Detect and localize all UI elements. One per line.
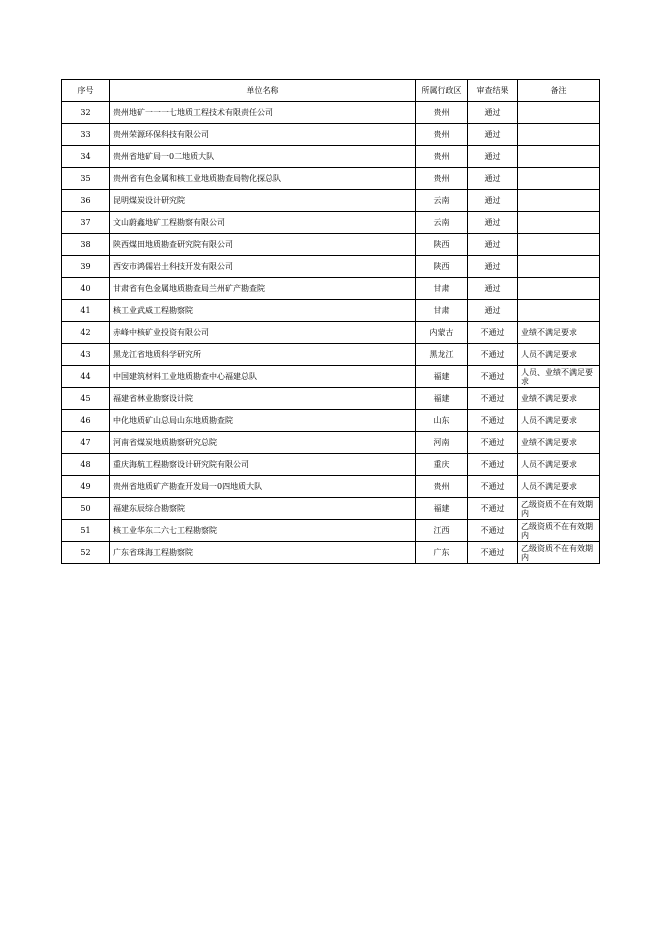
cell-remarks: 人员不满足要求 xyxy=(518,344,600,366)
table-row xyxy=(62,542,600,564)
cell-region: 内蒙古 xyxy=(416,322,468,344)
cell-unit-name: 广东省珠海工程勘察院 xyxy=(110,542,416,564)
cell-unit-name: 贵州荣源环保科技有限公司 xyxy=(110,124,416,146)
cell-unit-name: 核工业武威工程勘察院 xyxy=(110,300,416,322)
cell-review-result: 不通过 xyxy=(468,454,518,476)
table-row xyxy=(62,388,600,410)
table-row xyxy=(62,322,600,344)
cell-region: 重庆 xyxy=(416,454,468,476)
cell-remarks xyxy=(518,146,600,168)
cell-unit-name: 中国建筑材料工业地质勘查中心福建总队 xyxy=(110,366,416,388)
cell-unit-name: 赤峰中核矿业投资有限公司 xyxy=(110,322,416,344)
cell-serial-number: 40 xyxy=(62,278,110,300)
cell-serial-number: 37 xyxy=(62,212,110,234)
cell-unit-name: 河南省煤炭地质勘察研究总院 xyxy=(110,432,416,454)
cell-review-result: 不通过 xyxy=(468,432,518,454)
cell-region: 陕西 xyxy=(416,234,468,256)
table-body xyxy=(62,102,600,564)
cell-serial-number: 49 xyxy=(62,476,110,498)
cell-region: 广东 xyxy=(416,542,468,564)
table-row xyxy=(62,476,600,498)
cell-serial-number: 33 xyxy=(62,124,110,146)
header-remarks: 备注 xyxy=(518,80,600,102)
cell-unit-name: 福建东辰综合勘察院 xyxy=(110,498,416,520)
cell-review-result: 不通过 xyxy=(468,498,518,520)
cell-serial-number: 43 xyxy=(62,344,110,366)
cell-serial-number: 34 xyxy=(62,146,110,168)
cell-serial-number: 48 xyxy=(62,454,110,476)
cell-serial-number: 46 xyxy=(62,410,110,432)
cell-remarks: 人员、业绩不满足要求 xyxy=(518,366,600,388)
cell-unit-name: 福建省林业勘察设计院 xyxy=(110,388,416,410)
cell-serial-number: 47 xyxy=(62,432,110,454)
cell-region: 甘肃 xyxy=(416,300,468,322)
table-row xyxy=(62,300,600,322)
table-row xyxy=(62,366,600,388)
table-row xyxy=(62,278,600,300)
cell-unit-name: 贵州省有色金属和核工业地质勘查局物化探总队 xyxy=(110,168,416,190)
table-row xyxy=(62,146,600,168)
cell-remarks: 人员不满足要求 xyxy=(518,454,600,476)
header-region: 所属行政区 xyxy=(416,80,468,102)
cell-review-result: 通过 xyxy=(468,146,518,168)
cell-serial-number: 44 xyxy=(62,366,110,388)
cell-serial-number: 36 xyxy=(62,190,110,212)
cell-review-result: 不通过 xyxy=(468,476,518,498)
cell-serial-number: 32 xyxy=(62,102,110,124)
cell-unit-name: 重庆海航工程勘察设计研究院有限公司 xyxy=(110,454,416,476)
cell-region: 云南 xyxy=(416,190,468,212)
cell-serial-number: 51 xyxy=(62,520,110,542)
cell-remarks: 乙级资质不在有效期内 xyxy=(518,520,600,542)
cell-region: 福建 xyxy=(416,366,468,388)
cell-region: 甘肃 xyxy=(416,278,468,300)
cell-remarks: 人员不满足要求 xyxy=(518,410,600,432)
table-row xyxy=(62,234,600,256)
table-row xyxy=(62,102,600,124)
cell-remarks xyxy=(518,212,600,234)
cell-serial-number: 45 xyxy=(62,388,110,410)
table-row xyxy=(62,498,600,520)
cell-unit-name: 陕西煤田地质勘查研究院有限公司 xyxy=(110,234,416,256)
cell-region: 陕西 xyxy=(416,256,468,278)
table-row xyxy=(62,124,600,146)
cell-review-result: 不通过 xyxy=(468,322,518,344)
cell-unit-name: 文山蔚鑫地矿工程勘察有限公司 xyxy=(110,212,416,234)
cell-region: 山东 xyxy=(416,410,468,432)
cell-region: 贵州 xyxy=(416,168,468,190)
table-row xyxy=(62,256,600,278)
cell-serial-number: 42 xyxy=(62,322,110,344)
cell-region: 福建 xyxy=(416,388,468,410)
cell-region: 贵州 xyxy=(416,124,468,146)
cell-remarks: 乙级资质不在有效期内 xyxy=(518,542,600,564)
table-row xyxy=(62,212,600,234)
cell-remarks xyxy=(518,278,600,300)
cell-unit-name: 黑龙江省地质科学研究所 xyxy=(110,344,416,366)
cell-unit-name: 中化地质矿山总局山东地质勘查院 xyxy=(110,410,416,432)
cell-review-result: 不通过 xyxy=(468,388,518,410)
table-row xyxy=(62,520,600,542)
cell-review-result: 不通过 xyxy=(468,520,518,542)
header-serial-number: 序号 xyxy=(62,80,110,102)
cell-region: 贵州 xyxy=(416,102,468,124)
cell-region: 福建 xyxy=(416,498,468,520)
cell-review-result: 通过 xyxy=(468,212,518,234)
cell-serial-number: 35 xyxy=(62,168,110,190)
cell-review-result: 不通过 xyxy=(468,542,518,564)
cell-remarks: 业绩不满足要求 xyxy=(518,388,600,410)
cell-remarks xyxy=(518,234,600,256)
cell-region: 河南 xyxy=(416,432,468,454)
unit-review-table xyxy=(61,79,600,564)
cell-region: 江西 xyxy=(416,520,468,542)
cell-unit-name: 核工业华东二六七工程勘察院 xyxy=(110,520,416,542)
cell-review-result: 不通过 xyxy=(468,366,518,388)
cell-unit-name: 贵州地矿一一一七地质工程技术有限责任公司 xyxy=(110,102,416,124)
cell-review-result: 通过 xyxy=(468,102,518,124)
cell-remarks: 业绩不满足要求 xyxy=(518,322,600,344)
cell-review-result: 通过 xyxy=(468,300,518,322)
cell-remarks xyxy=(518,300,600,322)
cell-review-result: 通过 xyxy=(468,190,518,212)
cell-region: 贵州 xyxy=(416,146,468,168)
table-row xyxy=(62,190,600,212)
cell-review-result: 不通过 xyxy=(468,344,518,366)
cell-review-result: 通过 xyxy=(468,256,518,278)
cell-serial-number: 39 xyxy=(62,256,110,278)
table-row xyxy=(62,344,600,366)
table-row xyxy=(62,168,600,190)
cell-remarks: 业绩不满足要求 xyxy=(518,432,600,454)
table-header-row xyxy=(62,80,600,102)
cell-region: 贵州 xyxy=(416,476,468,498)
cell-review-result: 通过 xyxy=(468,278,518,300)
cell-remarks xyxy=(518,168,600,190)
table-row xyxy=(62,432,600,454)
cell-review-result: 通过 xyxy=(468,234,518,256)
cell-review-result: 不通过 xyxy=(468,410,518,432)
cell-remarks: 人员不满足要求 xyxy=(518,476,600,498)
cell-unit-name: 昆明煤炭设计研究院 xyxy=(110,190,416,212)
cell-region: 黑龙江 xyxy=(416,344,468,366)
cell-remarks xyxy=(518,124,600,146)
table-row xyxy=(62,454,600,476)
cell-review-result: 通过 xyxy=(468,124,518,146)
header-review-result: 审查结果 xyxy=(468,80,518,102)
cell-region: 云南 xyxy=(416,212,468,234)
cell-remarks xyxy=(518,256,600,278)
cell-unit-name: 西安市鸿儒岩土科技开发有限公司 xyxy=(110,256,416,278)
cell-serial-number: 50 xyxy=(62,498,110,520)
cell-review-result: 通过 xyxy=(468,168,518,190)
cell-unit-name: 贵州省地矿局一0二地质大队 xyxy=(110,146,416,168)
cell-serial-number: 52 xyxy=(62,542,110,564)
cell-serial-number: 38 xyxy=(62,234,110,256)
cell-remarks: 乙级资质不在有效期内 xyxy=(518,498,600,520)
table-row xyxy=(62,410,600,432)
cell-serial-number: 41 xyxy=(62,300,110,322)
cell-remarks xyxy=(518,190,600,212)
document-sheet xyxy=(61,79,600,564)
header-unit-name: 单位名称 xyxy=(110,80,416,102)
cell-unit-name: 甘肃省有色金属地质勘查局兰州矿产勘查院 xyxy=(110,278,416,300)
cell-remarks xyxy=(518,102,600,124)
cell-unit-name: 贵州省地质矿产勘查开发局一0四地质大队 xyxy=(110,476,416,498)
